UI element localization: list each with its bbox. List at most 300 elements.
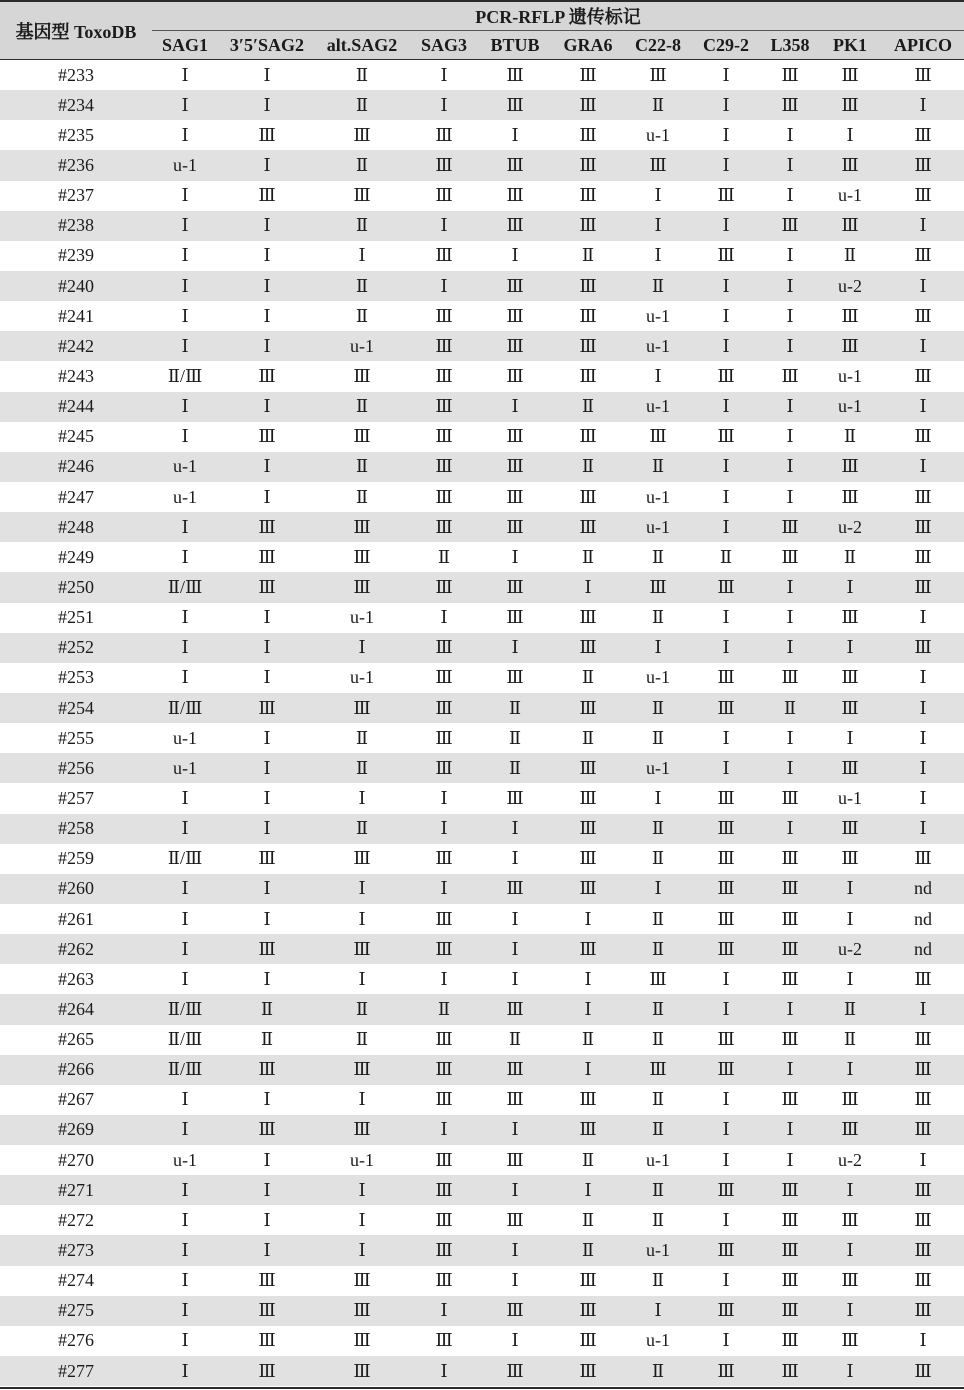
- cell-sag3: Ⅲ: [435, 396, 453, 417]
- header-l358: L358: [770, 34, 810, 55]
- cell-c22-8: u-1: [646, 1240, 670, 1261]
- cell-3-5-sag2: Ⅰ: [263, 607, 271, 628]
- cell-l358: Ⅲ: [781, 848, 799, 869]
- cell-3-5-sag2: Ⅰ: [263, 275, 271, 296]
- cell-c22-8: Ⅲ: [649, 1059, 667, 1080]
- cell-apico: Ⅰ: [919, 727, 927, 748]
- cell-pk1: Ⅲ: [841, 1119, 859, 1140]
- table-row: [0, 1055, 964, 1085]
- cell-alt-sag2: Ⅲ: [353, 938, 371, 959]
- table-row: [0, 693, 964, 723]
- cell-apico: Ⅲ: [914, 365, 932, 386]
- cell-3-5-sag2: Ⅰ: [263, 667, 271, 688]
- cell-l358: Ⅲ: [781, 1330, 799, 1351]
- cell-sag1: Ⅰ: [181, 1179, 189, 1200]
- cell-l358: Ⅲ: [781, 908, 799, 929]
- cell-sag1: Ⅰ: [181, 1089, 189, 1110]
- cell-c22-8: Ⅱ: [651, 546, 665, 567]
- cell-btub: Ⅰ: [511, 1179, 519, 1200]
- cell-3-5-sag2: Ⅰ: [263, 787, 271, 808]
- cell-gra6: Ⅲ: [579, 697, 597, 718]
- cell-btub: Ⅲ: [506, 1360, 524, 1381]
- cell-alt-sag2: Ⅲ: [353, 516, 371, 537]
- cell-apico: Ⅲ: [914, 124, 932, 145]
- cell-sag3: Ⅲ: [435, 757, 453, 778]
- cell-gra6: Ⅱ: [581, 1240, 595, 1261]
- cell-sag1: Ⅰ: [181, 1300, 189, 1321]
- cell-alt-sag2: u-1: [350, 607, 374, 628]
- cell-c29-2: Ⅲ: [717, 576, 735, 597]
- cell-pk1: Ⅲ: [841, 818, 859, 839]
- cell-sag3: Ⅲ: [435, 1059, 453, 1080]
- cell-gra6: Ⅲ: [579, 938, 597, 959]
- genotype-id: #277: [58, 1360, 94, 1381]
- cell-3-5-sag2: Ⅰ: [263, 1149, 271, 1170]
- cell-c22-8: u-1: [646, 1149, 670, 1170]
- table-row: [0, 1266, 964, 1296]
- table-row: [0, 753, 964, 783]
- cell-c22-8: Ⅱ: [651, 908, 665, 929]
- table-row: [0, 1025, 964, 1055]
- cell-sag3: Ⅲ: [435, 426, 453, 447]
- header-marker-row: [152, 31, 964, 59]
- cell-btub: Ⅲ: [506, 486, 524, 507]
- cell-pk1: Ⅲ: [841, 305, 859, 326]
- cell-c22-8: Ⅲ: [649, 968, 667, 989]
- cell-sag1: Ⅰ: [181, 516, 189, 537]
- cell-gra6: Ⅱ: [581, 456, 595, 477]
- cell-c29-2: Ⅰ: [722, 637, 730, 658]
- cell-alt-sag2: u-1: [350, 335, 374, 356]
- cell-c29-2: Ⅰ: [722, 335, 730, 356]
- cell-alt-sag2: u-1: [350, 1149, 374, 1170]
- cell-btub: Ⅲ: [506, 576, 524, 597]
- cell-gra6: Ⅲ: [579, 1330, 597, 1351]
- cell-alt-sag2: Ⅲ: [353, 1270, 371, 1291]
- cell-3-5-sag2: Ⅰ: [263, 305, 271, 326]
- cell-btub: Ⅰ: [511, 124, 519, 145]
- cell-gra6: Ⅲ: [579, 818, 597, 839]
- cell-3-5-sag2: Ⅰ: [263, 335, 271, 356]
- cell-sag1: Ⅰ: [181, 94, 189, 115]
- cell-gra6: Ⅲ: [579, 185, 597, 206]
- genotype-id: #264: [58, 998, 94, 1019]
- cell-3-5-sag2: Ⅲ: [258, 576, 276, 597]
- cell-c29-2: Ⅰ: [722, 1089, 730, 1110]
- cell-btub: Ⅱ: [508, 1029, 522, 1050]
- cell-alt-sag2: Ⅲ: [353, 697, 371, 718]
- table-row: [0, 723, 964, 753]
- cell-gra6: Ⅰ: [584, 1179, 592, 1200]
- cell-pk1: Ⅲ: [841, 1209, 859, 1230]
- bottom-rule: [0, 1387, 964, 1389]
- cell-l358: Ⅲ: [781, 968, 799, 989]
- cell-3-5-sag2: Ⅰ: [263, 1089, 271, 1110]
- cell-apico: Ⅲ: [914, 305, 932, 326]
- cell-c29-2: Ⅲ: [717, 878, 735, 899]
- cell-gra6: Ⅰ: [584, 968, 592, 989]
- cell-alt-sag2: Ⅱ: [355, 818, 369, 839]
- cell-3-5-sag2: Ⅲ: [258, 1270, 276, 1291]
- cell-sag3: Ⅰ: [440, 1300, 448, 1321]
- cell-alt-sag2: Ⅰ: [358, 637, 366, 658]
- cell-btub: Ⅲ: [506, 275, 524, 296]
- cell-alt-sag2: Ⅱ: [355, 396, 369, 417]
- genotype-id: #258: [58, 818, 94, 839]
- header-btub: BTUB: [490, 34, 540, 55]
- cell-c22-8: Ⅱ: [651, 1089, 665, 1110]
- cell-c29-2: Ⅰ: [722, 1270, 730, 1291]
- header-gra6: GRA6: [563, 34, 613, 55]
- cell-3-5-sag2: Ⅲ: [258, 1300, 276, 1321]
- cell-sag1: Ⅰ: [181, 968, 189, 989]
- cell-l358: Ⅲ: [781, 1179, 799, 1200]
- cell-gra6: Ⅲ: [579, 94, 597, 115]
- cell-sag1: u-1: [173, 456, 197, 477]
- cell-sag1: Ⅰ: [181, 878, 189, 899]
- cell-apico: Ⅲ: [914, 1059, 932, 1080]
- cell-pk1: Ⅱ: [843, 426, 857, 447]
- cell-apico: Ⅰ: [919, 456, 927, 477]
- cell-gra6: Ⅲ: [579, 365, 597, 386]
- genotype-id: #259: [58, 848, 94, 869]
- cell-c29-2: Ⅰ: [722, 124, 730, 145]
- cell-pk1: Ⅱ: [843, 1029, 857, 1050]
- cell-gra6: Ⅲ: [579, 154, 597, 175]
- cell-btub: Ⅲ: [506, 878, 524, 899]
- cell-pk1: u-1: [838, 365, 862, 386]
- table-row: [0, 904, 964, 934]
- cell-l358: Ⅲ: [781, 365, 799, 386]
- cell-alt-sag2: Ⅱ: [355, 154, 369, 175]
- cell-alt-sag2: Ⅱ: [355, 727, 369, 748]
- cell-c29-2: Ⅰ: [722, 275, 730, 296]
- cell-apico: Ⅰ: [919, 667, 927, 688]
- cell-sag1: u-1: [173, 1149, 197, 1170]
- genotype-id: #276: [58, 1330, 94, 1351]
- cell-gra6: Ⅲ: [579, 607, 597, 628]
- cell-apico: Ⅲ: [914, 1119, 932, 1140]
- cell-3-5-sag2: Ⅲ: [258, 546, 276, 567]
- table-row: [0, 422, 964, 452]
- cell-btub: Ⅰ: [511, 968, 519, 989]
- cell-pk1: Ⅲ: [841, 94, 859, 115]
- cell-gra6: Ⅱ: [581, 1209, 595, 1230]
- cell-l358: Ⅰ: [786, 576, 794, 597]
- cell-3-5-sag2: Ⅰ: [263, 968, 271, 989]
- cell-btub: Ⅱ: [508, 757, 522, 778]
- cell-sag1: Ⅰ: [181, 396, 189, 417]
- cell-btub: Ⅲ: [506, 607, 524, 628]
- cell-3-5-sag2: Ⅰ: [263, 727, 271, 748]
- genotype-id: #238: [58, 215, 94, 236]
- cell-gra6: Ⅲ: [579, 1119, 597, 1140]
- cell-apico: nd: [914, 908, 932, 929]
- cell-sag1: Ⅰ: [181, 215, 189, 236]
- cell-3-5-sag2: Ⅰ: [263, 94, 271, 115]
- cell-apico: Ⅰ: [919, 275, 927, 296]
- cell-l358: Ⅰ: [786, 426, 794, 447]
- cell-sag1: Ⅰ: [181, 938, 189, 959]
- genotype-id: #272: [58, 1209, 94, 1230]
- cell-l358: Ⅰ: [786, 185, 794, 206]
- genotype-id: #275: [58, 1300, 94, 1321]
- cell-pk1: Ⅲ: [841, 667, 859, 688]
- cell-c22-8: Ⅱ: [651, 275, 665, 296]
- cell-alt-sag2: Ⅲ: [353, 1300, 371, 1321]
- cell-alt-sag2: Ⅱ: [355, 486, 369, 507]
- header-c29-2: C29-2: [703, 34, 749, 55]
- cell-sag3: Ⅰ: [440, 64, 448, 85]
- cell-c29-2: Ⅰ: [722, 1330, 730, 1351]
- genotype-id: #234: [58, 94, 94, 115]
- cell-sag1: Ⅱ/Ⅲ: [167, 365, 203, 386]
- cell-c29-2: Ⅲ: [717, 426, 735, 447]
- cell-apico: Ⅰ: [919, 998, 927, 1019]
- cell-pk1: u-2: [838, 938, 862, 959]
- cell-alt-sag2: Ⅰ: [358, 1179, 366, 1200]
- cell-c22-8: Ⅰ: [654, 878, 662, 899]
- cell-sag1: Ⅰ: [181, 335, 189, 356]
- cell-pk1: u-1: [838, 185, 862, 206]
- cell-c22-8: Ⅱ: [651, 697, 665, 718]
- genotype-id: #263: [58, 968, 94, 989]
- cell-alt-sag2: Ⅱ: [355, 757, 369, 778]
- cell-c29-2: Ⅰ: [722, 1149, 730, 1170]
- genotype-id: #236: [58, 154, 94, 175]
- cell-3-5-sag2: Ⅰ: [263, 64, 271, 85]
- cell-c29-2: Ⅲ: [717, 848, 735, 869]
- cell-gra6: Ⅲ: [579, 1270, 597, 1291]
- cell-btub: Ⅰ: [511, 818, 519, 839]
- cell-alt-sag2: Ⅰ: [358, 1240, 366, 1261]
- header-sag3: SAG3: [420, 34, 467, 55]
- cell-sag3: Ⅲ: [435, 697, 453, 718]
- genotype-id: #239: [58, 245, 94, 266]
- cell-btub: Ⅲ: [506, 185, 524, 206]
- genotype-id: #257: [58, 787, 94, 808]
- cell-btub: Ⅰ: [511, 546, 519, 567]
- cell-l358: Ⅲ: [781, 1300, 799, 1321]
- cell-btub: Ⅲ: [506, 787, 524, 808]
- cell-c22-8: Ⅱ: [651, 94, 665, 115]
- cell-c29-2: Ⅰ: [722, 456, 730, 477]
- cell-c22-8: u-1: [646, 305, 670, 326]
- cell-c22-8: u-1: [646, 486, 670, 507]
- cell-c22-8: u-1: [646, 1330, 670, 1351]
- cell-gra6: Ⅰ: [584, 998, 592, 1019]
- cell-btub: Ⅰ: [511, 938, 519, 959]
- cell-pk1: Ⅰ: [846, 727, 854, 748]
- cell-btub: Ⅲ: [506, 335, 524, 356]
- genotype-id: #256: [58, 757, 94, 778]
- cell-sag1: Ⅰ: [181, 245, 189, 266]
- cell-3-5-sag2: Ⅰ: [263, 396, 271, 417]
- cell-c22-8: Ⅰ: [654, 365, 662, 386]
- cell-btub: Ⅲ: [506, 1209, 524, 1230]
- cell-l358: Ⅱ: [783, 697, 797, 718]
- cell-apico: Ⅲ: [914, 1029, 932, 1050]
- cell-3-5-sag2: Ⅰ: [263, 878, 271, 899]
- cell-alt-sag2: Ⅰ: [358, 1089, 366, 1110]
- cell-gra6: Ⅲ: [579, 124, 597, 145]
- cell-pk1: Ⅲ: [841, 1270, 859, 1291]
- cell-sag3: Ⅰ: [440, 968, 448, 989]
- cell-apico: Ⅰ: [919, 215, 927, 236]
- cell-sag3: Ⅲ: [435, 335, 453, 356]
- table-row: [0, 271, 964, 301]
- cell-l358: Ⅰ: [786, 818, 794, 839]
- cell-sag1: Ⅰ: [181, 667, 189, 688]
- genotype-id: #270: [58, 1149, 94, 1170]
- cell-btub: Ⅲ: [506, 215, 524, 236]
- header-genotype: 基因型 ToxoDB: [15, 21, 137, 42]
- cell-sag1: Ⅱ/Ⅲ: [167, 1029, 203, 1050]
- cell-pk1: Ⅱ: [843, 245, 857, 266]
- cell-sag1: Ⅱ/Ⅲ: [167, 848, 203, 869]
- table-row: [0, 150, 964, 180]
- cell-l358: Ⅰ: [786, 456, 794, 477]
- cell-c22-8: Ⅱ: [651, 727, 665, 748]
- cell-sag1: Ⅰ: [181, 818, 189, 839]
- genotype-id: #233: [58, 64, 94, 85]
- cell-l358: Ⅲ: [781, 215, 799, 236]
- header-pk1: PK1: [833, 34, 867, 55]
- cell-sag1: Ⅰ: [181, 1240, 189, 1261]
- cell-gra6: Ⅱ: [581, 245, 595, 266]
- cell-gra6: Ⅱ: [581, 546, 595, 567]
- genotype-id: #245: [58, 426, 94, 447]
- genotype-id: #243: [58, 365, 94, 386]
- cell-c22-8: Ⅱ: [651, 1119, 665, 1140]
- cell-apico: Ⅲ: [914, 1209, 932, 1230]
- cell-apico: Ⅲ: [914, 1240, 932, 1261]
- cell-sag1: Ⅰ: [181, 185, 189, 206]
- cell-apico: Ⅲ: [914, 546, 932, 567]
- cell-sag1: Ⅰ: [181, 637, 189, 658]
- genotype-id: #260: [58, 878, 94, 899]
- cell-gra6: Ⅰ: [584, 908, 592, 929]
- cell-apico: Ⅲ: [914, 637, 932, 658]
- cell-btub: Ⅰ: [511, 1330, 519, 1351]
- table-row: [0, 1205, 964, 1235]
- cell-c29-2: Ⅲ: [717, 697, 735, 718]
- cell-c29-2: Ⅰ: [722, 1209, 730, 1230]
- cell-c29-2: Ⅰ: [722, 396, 730, 417]
- cell-c22-8: Ⅱ: [651, 998, 665, 1019]
- genotype-id: #248: [58, 516, 94, 537]
- cell-alt-sag2: Ⅰ: [358, 908, 366, 929]
- genotype-id: #265: [58, 1029, 94, 1050]
- cell-sag3: Ⅲ: [435, 1149, 453, 1170]
- cell-3-5-sag2: Ⅲ: [258, 426, 276, 447]
- cell-apico: Ⅲ: [914, 848, 932, 869]
- cell-gra6: Ⅲ: [579, 426, 597, 447]
- cell-c22-8: Ⅱ: [651, 607, 665, 628]
- cell-btub: Ⅲ: [506, 154, 524, 175]
- cell-3-5-sag2: Ⅲ: [258, 1360, 276, 1381]
- cell-sag1: Ⅱ/Ⅲ: [167, 576, 203, 597]
- table-row: [0, 181, 964, 211]
- cell-pk1: Ⅲ: [841, 848, 859, 869]
- genotype-id: #235: [58, 124, 94, 145]
- cell-sag3: Ⅲ: [435, 1240, 453, 1261]
- cell-c29-2: Ⅰ: [722, 1119, 730, 1140]
- cell-apico: Ⅰ: [919, 697, 927, 718]
- genotype-id: #252: [58, 637, 94, 658]
- cell-apico: Ⅰ: [919, 607, 927, 628]
- cell-3-5-sag2: Ⅲ: [258, 124, 276, 145]
- cell-c22-8: Ⅱ: [651, 1209, 665, 1230]
- cell-sag3: Ⅰ: [440, 787, 448, 808]
- cell-sag1: u-1: [173, 727, 197, 748]
- header-c22-8: C22-8: [635, 34, 681, 55]
- cell-l358: Ⅲ: [781, 1209, 799, 1230]
- cell-apico: Ⅲ: [914, 1270, 932, 1291]
- cell-btub: Ⅲ: [506, 305, 524, 326]
- cell-c22-8: Ⅱ: [651, 848, 665, 869]
- cell-pk1: Ⅲ: [841, 607, 859, 628]
- cell-3-5-sag2: Ⅲ: [258, 185, 276, 206]
- cell-btub: Ⅲ: [506, 998, 524, 1019]
- cell-sag3: Ⅲ: [435, 516, 453, 537]
- cell-sag3: Ⅰ: [440, 275, 448, 296]
- cell-l358: Ⅰ: [786, 396, 794, 417]
- cell-3-5-sag2: Ⅱ: [260, 998, 274, 1019]
- cell-sag3: Ⅲ: [435, 1209, 453, 1230]
- cell-gra6: Ⅰ: [584, 1059, 592, 1080]
- cell-btub: Ⅰ: [511, 245, 519, 266]
- cell-apico: Ⅲ: [914, 154, 932, 175]
- cell-apico: Ⅲ: [914, 245, 932, 266]
- cell-btub: Ⅲ: [506, 1149, 524, 1170]
- cell-sag3: Ⅲ: [435, 1089, 453, 1110]
- cell-c29-2: Ⅲ: [717, 818, 735, 839]
- cell-l358: Ⅰ: [786, 1119, 794, 1140]
- cell-pk1: Ⅲ: [841, 215, 859, 236]
- cell-btub: Ⅰ: [511, 637, 519, 658]
- genotype-id: #251: [58, 607, 94, 628]
- cell-c22-8: u-1: [646, 124, 670, 145]
- cell-c29-2: Ⅰ: [722, 607, 730, 628]
- cell-c29-2: Ⅲ: [717, 365, 735, 386]
- cell-pk1: Ⅲ: [841, 64, 859, 85]
- cell-sag3: Ⅲ: [435, 938, 453, 959]
- table-row: [0, 361, 964, 391]
- cell-c22-8: u-1: [646, 516, 670, 537]
- cell-apico: Ⅰ: [919, 757, 927, 778]
- table-row: [0, 1296, 964, 1326]
- genotype-id: #246: [58, 456, 94, 477]
- table-row: [0, 964, 964, 994]
- cell-c29-2: Ⅲ: [717, 1029, 735, 1050]
- cell-sag3: Ⅲ: [435, 1029, 453, 1050]
- cell-alt-sag2: Ⅲ: [353, 576, 371, 597]
- cell-sag3: Ⅲ: [435, 848, 453, 869]
- cell-btub: Ⅲ: [506, 94, 524, 115]
- cell-sag3: Ⅲ: [435, 154, 453, 175]
- cell-alt-sag2: Ⅲ: [353, 1119, 371, 1140]
- cell-c29-2: Ⅰ: [722, 727, 730, 748]
- table-row: [0, 1145, 964, 1175]
- cell-l358: Ⅲ: [781, 1240, 799, 1261]
- cell-sag3: Ⅰ: [440, 94, 448, 115]
- cell-sag1: Ⅰ: [181, 305, 189, 326]
- cell-gra6: Ⅲ: [579, 878, 597, 899]
- cell-c22-8: Ⅰ: [654, 787, 662, 808]
- cell-c22-8: u-1: [646, 335, 670, 356]
- cell-btub: Ⅰ: [511, 1270, 519, 1291]
